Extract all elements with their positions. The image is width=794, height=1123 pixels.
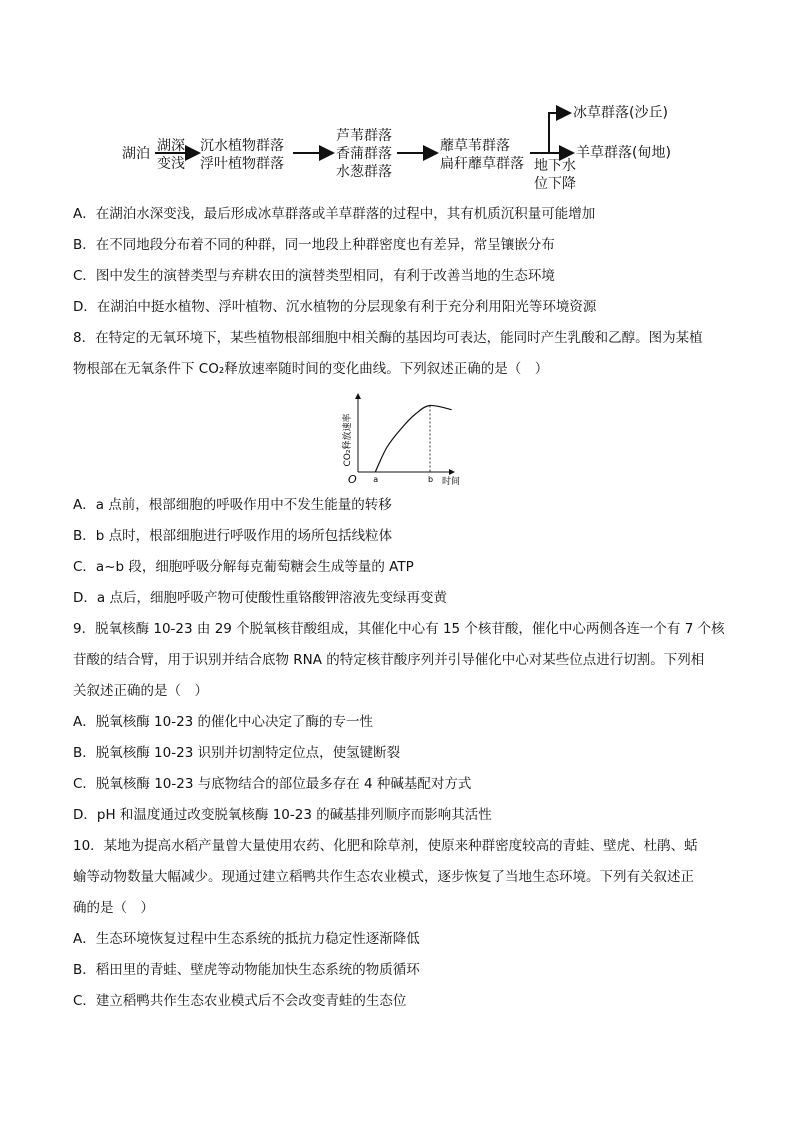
y-axis-label: CO₂释放速率 <box>343 413 353 467</box>
q7-option-a: A．在湖泊水深变浅，最后形成冰草群落或羊草群落的过程中，其有机质沉积量可能增加 <box>73 206 596 222</box>
arrow-5 <box>549 113 570 153</box>
flow-stage1-floating: 浮叶植物群落 <box>200 156 284 172</box>
co2-curve <box>375 405 451 472</box>
q9-option-d: D．pH 和温度通过改变脱氧核酶 10-23 的碱基排列顺序而影响其活性 <box>73 807 492 823</box>
q9-stem-line2: 苷酸的结合臂，用于识别并结合底物 RNA 的特定核苷酸序列并引导催化中心对某些位点进行切割。下列相 <box>73 652 705 668</box>
q8-option-d: D．a 点后，细胞呼吸产物可使酸性重铬酸钾溶液先变绿再变黄 <box>73 590 447 606</box>
x-axis-label: 时间 <box>442 477 461 487</box>
q8-option-a: A．a 点前，根部细胞的呼吸作用中不发生能量的转移 <box>73 497 392 513</box>
origin-label: O <box>348 473 357 486</box>
q9-stem-line3: 关叙述正确的是（ ） <box>73 683 208 699</box>
co2-release-chart <box>330 388 470 488</box>
q10-option-b: B．稻田里的青蛙、壁虎等动物能加快生态系统的物质循环 <box>73 962 420 978</box>
q8-stem-line2: 物根部在无氧条件下 CO₂释放速率随时间的变化曲线。下列叙述正确的是（ ） <box>73 361 549 377</box>
b-label: b <box>428 475 434 484</box>
q9-option-c: C．脱氧核酶 10-23 与底物结合的部位最多存在 4 种碱基配对方式 <box>73 776 472 792</box>
flow-condition-shallow: 变浅 <box>157 156 185 172</box>
flow-end-leymus: 羊草群落(甸地) <box>576 145 671 161</box>
q8-stem-line1: 8．在特定的无氧环境下，某些植物根部细胞中相关酶的基因均可表达，能同时产生乳酸和乙醇。图为某植 <box>73 330 703 346</box>
flow-stage1-submerged: 沉水植物群落 <box>200 138 284 154</box>
q7-option-c: C．图中发生的演替类型与弃耕农田的演替类型相同，有利于改善当地的生态环境 <box>73 268 555 284</box>
q7-option-d: D．在湖泊中挺水植物、浮叶植物、沉水植物的分层现象有利于充分利用阳光等环境资源 <box>73 299 597 315</box>
a-label: a <box>373 475 379 484</box>
q8-option-c: C．a~b 段，细胞呼吸分解每克葡萄糖会生成等量的 ATP <box>73 559 414 575</box>
q10-option-c: C．建立稻鸭共作生态农业模式后不会改变青蛙的生态位 <box>73 993 407 1009</box>
flow-stage3-top: 蘼草苇群落 <box>440 138 510 154</box>
q10-option-a: A．生态环境恢复过程中生态系统的抵抗力稳定性逐渐降低 <box>73 931 420 947</box>
q9-stem-line1: 9．脱氧核酶 10-23 由 29 个脱氧核苷酸组成，其催化中心有 15 个核苷酸，催化中心两侧各连一个有 7 个核 <box>73 621 725 637</box>
flow-lake: 湖泊 <box>122 146 150 162</box>
q8-option-b: B．b 点时，根部细胞进行呼吸作用的场所包括线粒体 <box>73 528 393 544</box>
q10-stem-line1: 10．某地为提高水稻产量曾大量使用农药、化肥和除草剂，使原来种群密度较高的青蛙、壁虎、杜鹃、蛞 <box>73 838 698 854</box>
flow-stage2-bulrush: 水葱群落 <box>336 164 392 180</box>
q7-option-b: B．在不同地段分布着不同的种群，同一地段上种群密度也有差异，常呈镶嵌分布 <box>73 237 555 253</box>
flow-condition-deep: 湖深 <box>157 138 185 154</box>
flow-stage2-cattail: 香蒲群落 <box>336 146 392 162</box>
flow-stage2-reed: 芦苇群落 <box>336 128 392 144</box>
flow-arrows <box>0 0 794 200</box>
flow-condition-drop: 位下降 <box>534 176 576 192</box>
flow-condition-groundwater: 地下水 <box>534 158 576 174</box>
flow-end-wheatgrass: 冰草群落(沙丘) <box>573 105 668 121</box>
q10-stem-line3: 确的是（ ） <box>73 900 154 916</box>
q9-option-b: B．脱氧核酶 10-23 识别并切割特定位点，使氢键断裂 <box>73 745 401 761</box>
q9-option-a: A．脱氧核酶 10-23 的催化中心决定了酶的专一性 <box>73 714 374 730</box>
q10-stem-line2: 蝓等动物数量大幅减少。现通过建立稻鸭共作生态农业模式，逐步恢复了当地生态环境。下列有关叙述正 <box>73 869 694 885</box>
flow-stage3-bottom: 扁秆蘼草群落 <box>440 156 524 172</box>
